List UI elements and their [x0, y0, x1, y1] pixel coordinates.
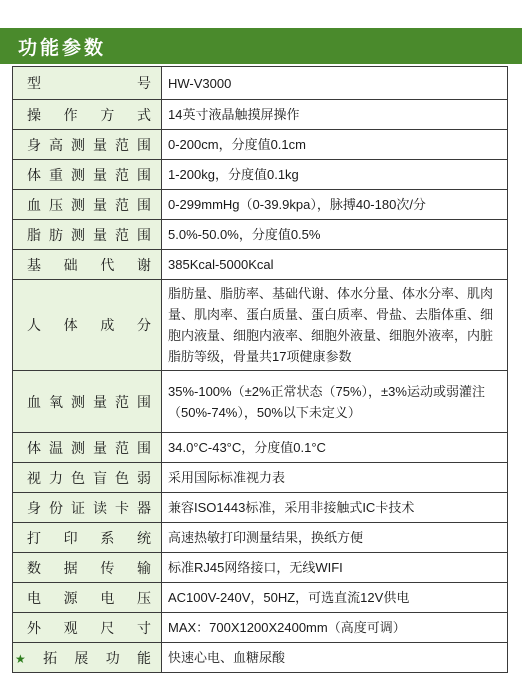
row-value: MAX：700X1200X2400mm（高度可调）	[162, 613, 508, 643]
row-label: 视力色盲色弱	[13, 463, 162, 493]
table-row	[13, 433, 508, 463]
row-label: 身高测量范围	[13, 130, 162, 160]
row-label: 数据传输	[13, 553, 162, 583]
table-row	[13, 100, 508, 130]
section-header	[0, 28, 522, 64]
table-row	[13, 371, 508, 433]
row-value: 1-200kg，分度值0.1kg	[162, 160, 508, 190]
row-label: 身份证读卡器	[13, 493, 162, 523]
table-row	[13, 67, 508, 100]
row-label: 体温测量范围	[13, 433, 162, 463]
table-row	[13, 190, 508, 220]
table-row	[13, 463, 508, 493]
table-row	[13, 643, 508, 673]
row-label: 脂肪测量范围	[13, 220, 162, 250]
row-value: 5.0%-50.0%，分度值0.5%	[162, 220, 508, 250]
table-row	[13, 280, 508, 371]
row-label: 外观尺寸	[13, 613, 162, 643]
row-label: 体重测量范围	[13, 160, 162, 190]
table-row	[13, 220, 508, 250]
row-label: 打印系统	[13, 523, 162, 553]
table-row	[13, 130, 508, 160]
row-label: 电源电压	[13, 583, 162, 613]
row-label: 型 号	[13, 67, 162, 100]
table-row	[13, 553, 508, 583]
row-value: 35%-100%（±2%正常状态（75%），±3%运动或弱灌注（50%-74%），50%以下未定义）	[162, 371, 508, 433]
row-value: 14英寸液晶触摸屏操作	[162, 100, 508, 130]
row-value: 采用国际标准视力表	[162, 463, 508, 493]
row-value: 标准RJ45网络接口，无线WIFI	[162, 553, 508, 583]
table-row	[13, 523, 508, 553]
row-value: 0-200cm，分度值0.1cm	[162, 130, 508, 160]
table-row	[13, 250, 508, 280]
row-value: AC100V-240V，50HZ，可选直流12V供电	[162, 583, 508, 613]
row-value: 34.0°C-43°C，分度值0.1°C	[162, 433, 508, 463]
row-label: 基础代谢	[13, 250, 162, 280]
row-label: 血氧测量范围	[13, 371, 162, 433]
table-row	[13, 493, 508, 523]
row-label: 人体成分	[13, 280, 162, 371]
row-label: 血压测量范围	[13, 190, 162, 220]
row-label: 操作方式	[13, 100, 162, 130]
table-row	[13, 613, 508, 643]
row-value: 0-299mmHg（0-39.9kpa），脉搏40-180次/分	[162, 190, 508, 220]
spec-table	[12, 66, 508, 673]
section-title: 功能参数	[18, 37, 107, 59]
row-label: 拓展功能	[43, 649, 152, 666]
row-value: 385Kcal-5000Kcal	[162, 250, 508, 280]
row-value: 兼容ISO1443标准，采用非接触式IC卡技术	[162, 493, 508, 523]
row-value: 快速心电、血糖尿酸	[162, 643, 508, 673]
row-value: 高速热敏打印测量结果，换纸方便	[162, 523, 508, 553]
row-value: HW-V3000	[162, 67, 508, 100]
table-row	[13, 583, 508, 613]
table-row	[13, 160, 508, 190]
row-label-with-star	[13, 643, 162, 673]
star-icon: ★	[15, 651, 44, 666]
row-value: 脂肪量、脂肪率、基础代谢、体水分量、体水分率、肌肉量、肌肉率、蛋白质量、蛋白质率、骨盐、去脂体重、细胞内液量、细胞内液率、细胞外液量、细胞外液率，内脏脂肪等级，骨量共17项健康参数	[162, 280, 508, 371]
